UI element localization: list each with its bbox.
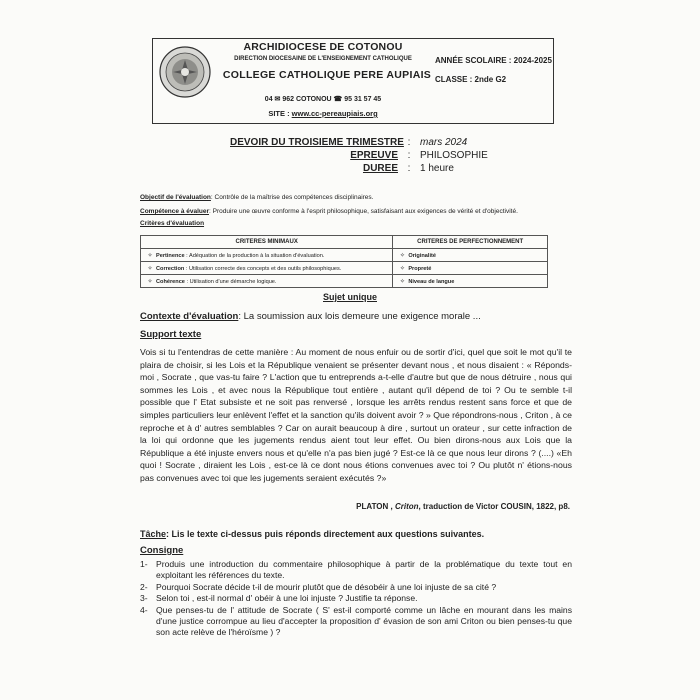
text-source xyxy=(356,502,570,511)
criteria-key: Correction xyxy=(156,265,185,272)
source-author: PLATON , xyxy=(356,502,393,511)
site-url-link[interactable]: www.cc-pereaupiais.org xyxy=(291,109,378,118)
context-text: : La soumission aux lois demeure une exigence morale ... xyxy=(238,311,481,322)
class-label: CLASSE : 2nde G2 xyxy=(435,75,507,84)
list-item xyxy=(140,559,572,582)
exam-info-row xyxy=(230,163,488,176)
criteria-key: Pertinence xyxy=(156,252,185,259)
table-row xyxy=(141,249,548,262)
criteria-perf: Niveau de langue xyxy=(408,278,455,285)
item-text: Selon toi , est-il normal d' obéir à une loi injuste ? Justifie ta réponse. xyxy=(156,593,418,604)
diamond-bullet-icon: ✧ xyxy=(147,278,153,285)
list-item xyxy=(140,582,572,593)
exam-info-label: DUREE xyxy=(362,163,398,174)
criteria-label: Critères d'évaluation xyxy=(140,220,205,227)
item-number: 3- xyxy=(140,593,148,604)
exam-info-label: EPREUVE xyxy=(350,150,398,161)
item-number: 4- xyxy=(140,604,148,615)
criteria-table xyxy=(140,235,548,288)
item-text: Que penses-tu de l' attitude de Socrate ( S' est-il comporté comme un lâche en mourant dans les mains d'une justice corrompue au lieu d'accepter la proposition d' évasion de son ami Criton ou bien penses-tu que son acte relève de l'héroïsme ) ? xyxy=(156,604,572,638)
source-work: Criton xyxy=(394,502,419,511)
objective-text: : Contrôle de la maîtrise des compétences disciplinaires. xyxy=(210,194,374,201)
school-header xyxy=(152,38,554,124)
criteria-min-cell xyxy=(141,275,393,288)
support-label: Support texte xyxy=(140,329,202,340)
criteria-text: : Adéquation de la production à la situation d'évaluation. xyxy=(184,252,325,259)
source-rest: , traduction de Victor COUSIN, 1822, p8. xyxy=(418,502,570,511)
competence-line xyxy=(140,208,518,215)
objective-label: Objectif de l'évaluation xyxy=(140,194,211,201)
criteria-min-cell xyxy=(141,249,393,262)
college-name: COLLEGE CATHOLIQUE PERE AUPIAIS xyxy=(222,69,432,81)
criteria-perf-header: CRITERES DE PERFECTIONNEMENT xyxy=(393,236,548,249)
site-line xyxy=(233,109,413,118)
item-text: Produis une introduction du commentaire philosophique à partir de la problématique du texte tout en exploitant les références du texte. xyxy=(156,559,572,581)
task-label: Tâche xyxy=(140,529,167,539)
instructions-list xyxy=(140,559,572,639)
criteria-perf: Propreté xyxy=(408,265,432,272)
item-text: Pourquoi Socrate décide t-il de mourir plutôt que de désobéir à une loi injuste de sa cité ? xyxy=(156,581,497,592)
archdiocese-title: ARCHIDIOCESE DE COTONOU xyxy=(243,41,403,53)
exam-info-value: 1 heure xyxy=(420,163,454,174)
exam-info-row xyxy=(230,137,488,150)
task-line xyxy=(140,529,484,539)
contact-line: 04 ✉ 962 COTONOU ☎ 95 31 57 45 xyxy=(264,96,382,103)
item-number: 2- xyxy=(140,581,148,592)
criteria-header-row xyxy=(141,236,548,249)
context-line xyxy=(140,311,481,322)
context-label: Contexte d'évaluation xyxy=(140,311,239,322)
colon: : xyxy=(407,137,411,148)
colon: : xyxy=(407,163,411,174)
objective-line xyxy=(140,194,373,201)
diamond-bullet-icon: ✧ xyxy=(399,278,405,285)
list-item xyxy=(140,593,572,604)
diamond-bullet-icon: ✧ xyxy=(147,265,153,272)
school-year: ANNÉE SCOLAIRE : 2024-2025 xyxy=(435,56,552,65)
task-text: : Lis le texte ci-dessus puis réponds directement aux questions suivantes. xyxy=(166,529,485,539)
exam-info-value: mars 2024 xyxy=(420,137,468,148)
instructions-label: Consigne xyxy=(140,545,184,556)
support-text: Vois si tu l'entendras de cette manière : Au moment de nous enfuir ou de sortir d'ici, quel que soit le mot qu'il te plaira de choisir, si les Lois et la République venaient se présenter devant nous , et nous disaient : « Réponds-moi , Socrate , que vas-tu faire ? L'action que tu entreprends a-t-elle d'autre but que de nous détruire , nous qui sommes les Lois , et avec nous la République tout entière , autant qu'il dépend de toi ? Ou te semble t-il possible que l' Etat subsiste et ne soit pas renversé , lorsque les arrêts rendus restent sans force et que de simples particuliers leur enlèvent l'effet et la sanction qu'ils doivent avoir ? » Que répondrons-nous , Criton , à ce reproche et à d' autres semblables ? Car on aurait beaucoup à dire , surtout un orateur , sur cette infraction de la loi qui ordonne que les jugements rendus aient tout leur effet. Ou bien dirons-nous aux Lois que la République a été injuste envers nous et qu'elle n'a pas bien jugé ? Est-ce là ce que nous leur dirons ? (....) «Eh quoi ! Socrate , diraient les Lois , est-ce là ce dont nous étions convenues avec toi ? Ou plutôt n' étions-nous pas convenues avec toi que les jugements seraient exécutés ?» xyxy=(140,347,572,483)
colon: : xyxy=(407,150,411,161)
criteria-perf-cell xyxy=(393,262,548,275)
criteria-heading xyxy=(140,220,204,227)
criteria-min-header: CRITERES MINIMAUX xyxy=(141,236,393,249)
diamond-bullet-icon: ✧ xyxy=(399,252,405,259)
exam-info xyxy=(230,137,488,176)
criteria-text: : Utilisation d'une démarche logique. xyxy=(184,278,277,285)
table-row xyxy=(141,275,548,288)
college-seal-icon xyxy=(159,46,211,98)
direction-line: DIRECTION DIOCESAINE DE L'ENSEIGNEMENT CATHOLIQUE xyxy=(234,56,412,62)
site-label: SITE : xyxy=(268,109,290,118)
diamond-bullet-icon: ✧ xyxy=(399,265,405,272)
item-number: 1- xyxy=(140,559,148,569)
criteria-perf-cell xyxy=(393,249,548,262)
list-item xyxy=(140,605,572,639)
table-row xyxy=(141,262,548,275)
exam-info-label: DEVOIR DU TROISIEME TRIMESTRE xyxy=(230,137,404,148)
subject-title: Sujet unique xyxy=(323,292,377,302)
criteria-perf: Originalité xyxy=(408,252,436,259)
criteria-key: Cohérence xyxy=(156,278,185,285)
exam-info-value: PHILOSOPHIE xyxy=(420,150,488,161)
competence-label: Compétence à évaluer xyxy=(140,208,210,215)
exam-info-row xyxy=(230,150,488,163)
diamond-bullet-icon: ✧ xyxy=(147,252,153,259)
criteria-perf-cell xyxy=(393,275,548,288)
competence-text: : Produire une œuvre conforme à l'esprit philosophique, satisfaisant aux exigences de vérité et d'objectivité. xyxy=(209,208,518,215)
criteria-min-cell xyxy=(141,262,393,275)
criteria-text: : Utilisation correcte des concepts et des outils philosophiques. xyxy=(184,265,342,272)
